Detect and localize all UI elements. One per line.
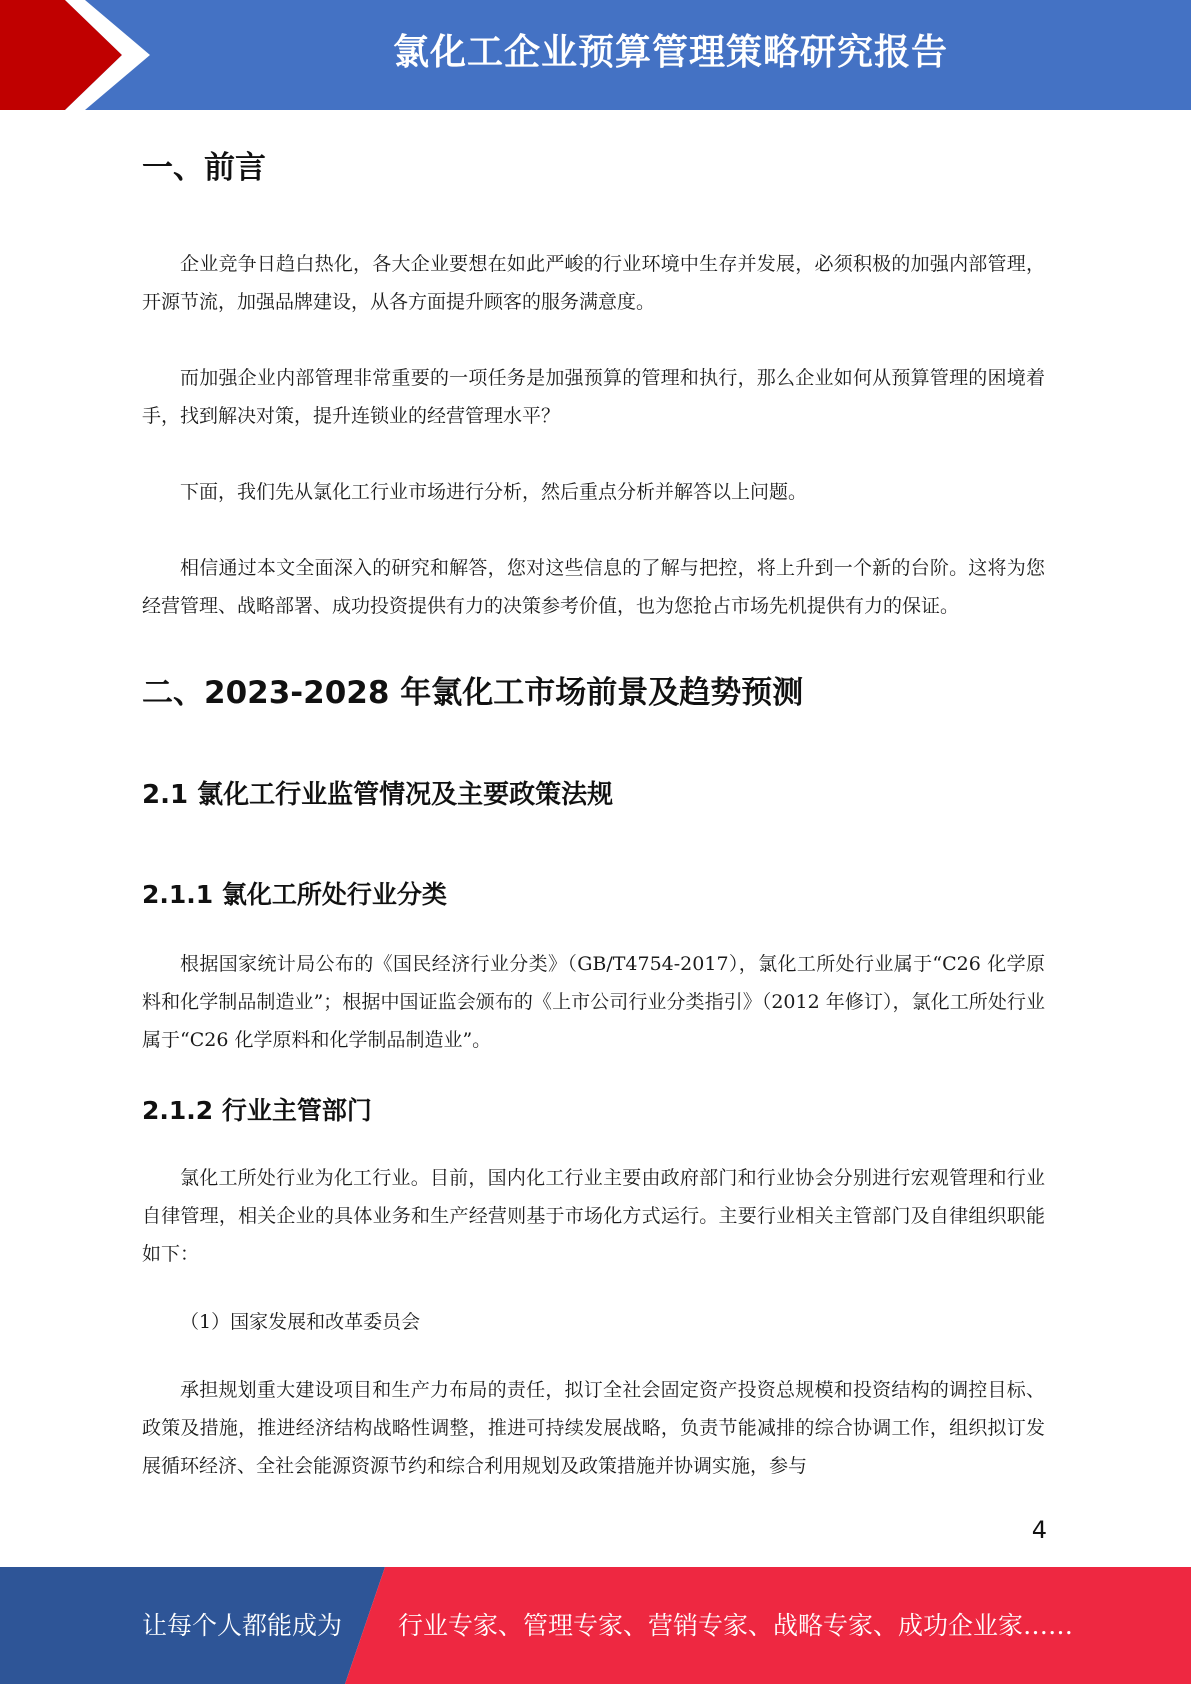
paragraph: 氯化工所处行业为化工行业。目前，国内化工行业主要由政府部门和行业协会分别进行宏观管理和行业自律管理，相关企业的具体业务和生产经营则基于市场化方式运行。主要行业相关主管部门及自律组织职能如下： [142,1167,1045,1265]
section-heading-market-outlook: 二、2023-2028 年氯化工市场前景及趋势预测 [142,675,804,711]
subsection-heading-classification: 2.1.1 氯化工所处行业分类 [142,880,447,909]
footer-slogan-left: 让每个人都能成为 [142,1611,343,1640]
subsection-heading-authorities: 2.1.2 行业主管部门 [142,1096,372,1125]
page-content [142,130,1045,1485]
report-header [0,0,1191,110]
paragraph: 而加强企业内部管理非常重要的一项任务是加强预算的管理和执行，那么企业如何从预算管理的困境着手，找到解决对策，提升连锁业的经营管理水平？ [142,367,1045,427]
paragraph: 承担规划重大建设项目和生产力布局的责任，拟订全社会固定资产投资总规模和投资结构的调控目标、政策及措施，推进经济结构战略性调整，推进可持续发展战略，负责节能减排的综合协调工作，组织拟订发展循环经济、全社会能源资源节约和综合利用规划及政策措施并协调实施，参与 [142,1379,1045,1477]
subsection-heading-regulation: 2.1 氯化工行业监管情况及主要政策法规 [142,780,614,810]
paragraph: 企业竞争日趋白热化，各大企业要想在如此严峻的行业环境中生存并发展，必须积极的加强内部管理，开源节流，加强品牌建设，从各方面提升顾客的服务满意度。 [142,253,1045,313]
section-heading-preface: 一、前言 [142,150,266,186]
header-chevron-graphic [0,0,160,110]
footer-slogan-right: 行业专家、管理专家、营销专家、战略专家、成功企业家…… [398,1611,1074,1640]
list-item: （1）国家发展和改革委员会 [180,1311,421,1333]
paragraph: 根据国家统计局公布的《国民经济行业分类》（GB/T4754-2017），氯化工所处行业属于“C26 化学原料和化学制品制造业”；根据中国证监会颁布的《上市公司行业分类指引》（2012 年修订），氯化工所处行业属于“C26 化学原料和化学制品制造业”。 [142,953,1045,1051]
page-number: 4 [1031,1516,1047,1544]
report-title: 氯化工企业预算管理策略研究报告 [392,32,948,73]
paragraph: 相信通过本文全面深入的研究和解答，您对这些信息的了解与把控，将上升到一个新的台阶。这将为您经营管理、战略部署、成功投资提供有力的决策参考价值，也为您抢占市场先机提供有力的保证。 [142,557,1045,617]
paragraph: 下面，我们先从氯化工行业市场进行分析，然后重点分析并解答以上问题。 [180,481,808,503]
report-footer [0,1567,1191,1684]
